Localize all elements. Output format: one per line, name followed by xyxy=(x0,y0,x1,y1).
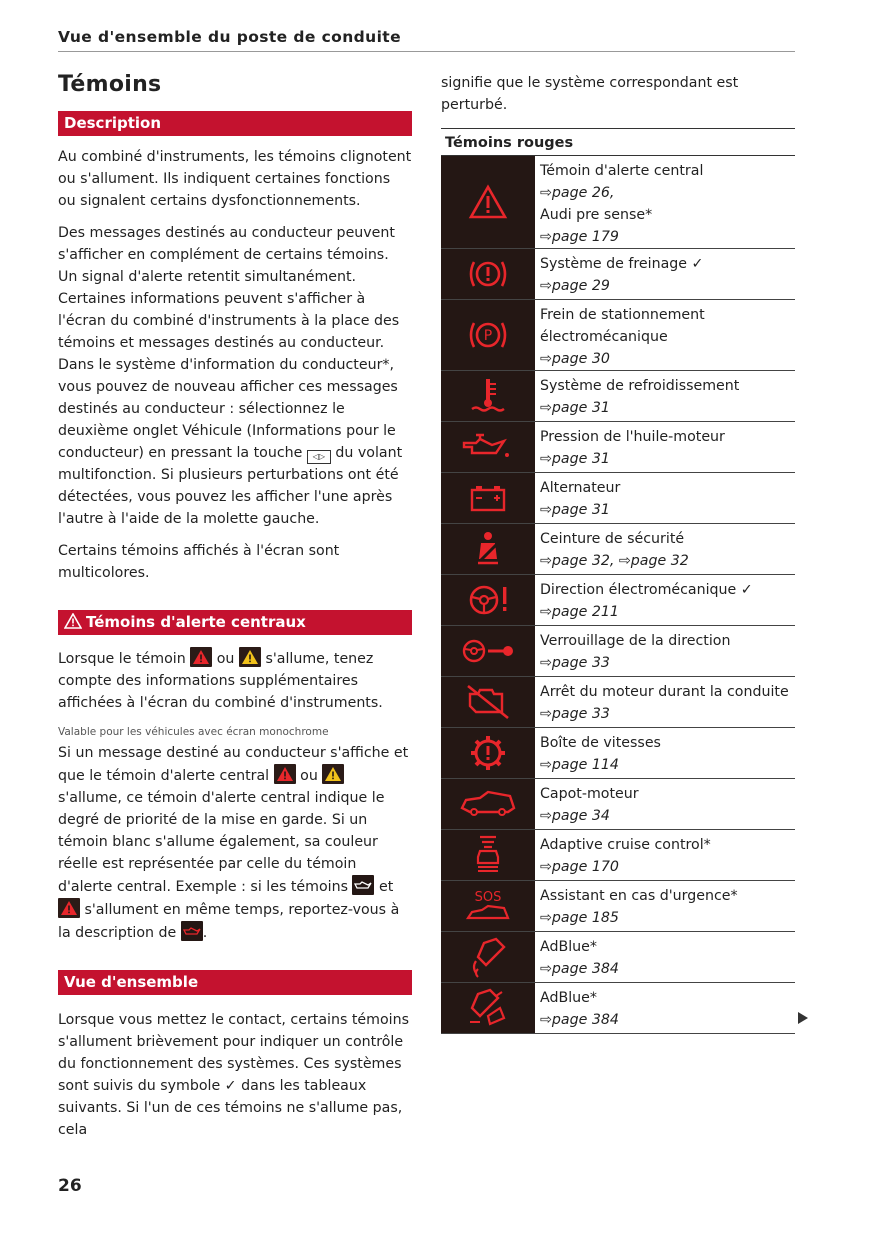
oil-pressure-icon xyxy=(441,422,535,472)
p2-part-a: Des messages destinés au conducteur peuvent s'afficher en complément de certains témoins. Un signal d'alerte retentit simultanément. Certaines informations peuvent s'afficher à l'écran du combiné d'instruments à la place des témoins et messages destinés au conducteur. Dans le système d'information du conducteur*, vous pouvez de nouveau afficher ces messages destinés au conducteur : sélectionnez le deuxième onglet Véhicule (Informations pour le conducteur) en pressant la touche xyxy=(58,225,400,461)
adblue-icon xyxy=(441,932,535,982)
table-row xyxy=(441,728,795,779)
row-line: AdBlue* xyxy=(540,990,597,1006)
row-line[interactable]: ⇨page 185 xyxy=(540,910,619,926)
row-line: Système de freinage ✓ xyxy=(540,256,704,272)
parking-brake-icon xyxy=(441,300,535,370)
paragraph-5 xyxy=(58,742,412,944)
row-line[interactable]: ⇨page 31 xyxy=(540,502,610,518)
row-line[interactable]: ⇨page 26, xyxy=(540,185,615,201)
table-row xyxy=(441,779,795,830)
row-line[interactable]: ⇨page 29 xyxy=(540,278,610,294)
table-row xyxy=(441,677,795,728)
paragraph-1: Au combiné d'instruments, les témoins clignotent ou s'allument. Ils indiquent certaines fonctions ou signalent certains dysfonctionnements. xyxy=(58,149,412,209)
battery-icon xyxy=(441,473,535,523)
right-intro: signifie que le système correspondant est perturbé. xyxy=(441,75,739,113)
table-row xyxy=(441,575,795,626)
table-row xyxy=(441,626,795,677)
row-line[interactable]: ⇨page 30 xyxy=(540,351,610,367)
row-line[interactable]: ⇨page 170 xyxy=(540,859,619,875)
table-row xyxy=(441,881,795,932)
row-text xyxy=(535,575,795,625)
overview-bar: Vue d'ensemble xyxy=(58,970,412,995)
steering-lock-icon xyxy=(441,626,535,676)
row-text xyxy=(535,473,795,523)
paragraph-4 xyxy=(58,647,412,714)
p4-a: Lorsque le témoin xyxy=(58,651,186,667)
applicability-note: Valable pour les véhicules avec écran monochrome xyxy=(58,726,329,738)
alert-bar-label: Témoins d'alerte centraux xyxy=(86,613,306,631)
p5-e: s'allument en même temps, reportez-vous à la description de xyxy=(58,902,400,941)
table-header: Témoins rouges xyxy=(441,128,795,156)
row-line: AdBlue* xyxy=(540,939,597,955)
seatbelt-icon xyxy=(441,524,535,574)
row-text xyxy=(535,371,795,421)
continue-arrow-icon xyxy=(798,1012,808,1024)
row-line: Verrouillage de la direction xyxy=(540,633,731,649)
table-row xyxy=(441,830,795,881)
paragraph-6: Lorsque vous mettez le contact, certains témoins s'allument brièvement pour indiquer un contrôle du fonctionnement des systèmes. Ces systèmes sont suivis du symbole ✓ dans les tableaux suivants. Si l'un de ces témoins ne s'allume pas, cela xyxy=(58,1012,409,1138)
table-row xyxy=(441,983,795,1034)
left-column xyxy=(58,68,412,1141)
p4-c: s'allume, tenez compte des informations supplémentaires affichées à l'écran du combiné d'instruments. xyxy=(58,651,383,711)
paragraph-2 xyxy=(58,222,412,530)
row-line[interactable]: ⇨page 34 xyxy=(540,808,610,824)
row-line: Arrêt du moteur durant la conduite xyxy=(540,684,789,700)
right-column xyxy=(441,72,795,1034)
section-title: Témoins xyxy=(58,72,162,97)
row-line[interactable]: ⇨page 179 xyxy=(540,229,619,245)
row-text xyxy=(535,779,795,829)
arrow-key-icon: ◁▷ xyxy=(307,450,331,464)
row-line: Alternateur xyxy=(540,480,621,496)
row-line: Boîte de vitesses xyxy=(540,735,661,751)
row-line[interactable]: ⇨page 211 xyxy=(540,604,619,620)
row-text xyxy=(535,830,795,880)
row-line: Direction électromécanique ✓ xyxy=(540,582,753,598)
row-line: Système de refroidissement xyxy=(540,378,740,394)
row-text xyxy=(535,156,795,248)
sos-icon xyxy=(441,881,535,931)
row-line: Pression de l'huile-moteur xyxy=(540,429,725,445)
row-text xyxy=(535,881,795,931)
row-text xyxy=(535,677,795,727)
row-text xyxy=(535,300,795,370)
header-title: Vue d'ensemble du poste de conduite xyxy=(58,28,402,46)
row-line: Adaptive cruise control* xyxy=(540,837,711,853)
coolant-temperature-icon xyxy=(441,371,535,421)
p4-b: ou xyxy=(216,651,235,667)
row-text xyxy=(535,249,795,299)
description-bar: Description xyxy=(58,111,412,136)
table-row xyxy=(441,300,795,371)
warning-triangle-icon xyxy=(64,613,82,629)
row-line[interactable]: ⇨page 384 xyxy=(540,961,619,977)
page-header xyxy=(58,28,795,52)
p5-b: ou xyxy=(300,768,318,784)
table-row xyxy=(441,371,795,422)
gearbox-icon xyxy=(441,728,535,778)
row-text xyxy=(535,422,795,472)
svg-text:P: P xyxy=(483,328,493,344)
white-oil-icon xyxy=(352,875,374,895)
table-row xyxy=(441,932,795,983)
table-row xyxy=(441,524,795,575)
page-number: 26 xyxy=(58,1176,82,1196)
row-line[interactable]: ⇨page 33 xyxy=(540,706,610,722)
adblue-refill-icon xyxy=(441,983,535,1033)
yellow-warning-icon xyxy=(322,764,344,784)
table-row xyxy=(441,422,795,473)
p5-f: . xyxy=(202,925,208,941)
p2-part-b: du volant multifonction. Si plusieurs perturbations ont été détectées, vous pouvez les afficher l'une après l'autre à l'aide de la molette gauche. xyxy=(58,445,403,527)
row-line: Capot-moteur xyxy=(540,786,639,802)
row-text xyxy=(535,524,795,574)
table-row xyxy=(441,156,795,249)
p5-a: Si un message destiné au conducteur s'affiche et que le témoin d'alerte central xyxy=(58,745,409,784)
row-text xyxy=(535,983,795,1033)
brake-system-icon xyxy=(441,249,535,299)
table-row xyxy=(441,473,795,524)
row-line: Frein de stationnement électromécanique xyxy=(540,307,705,345)
row-line: Témoin d'alerte central xyxy=(540,163,704,179)
svg-text:SOS: SOS xyxy=(474,890,502,905)
row-line: Ceinture de sécurité xyxy=(540,531,685,547)
hood-icon xyxy=(441,779,535,829)
row-line[interactable]: ⇨page 32, ⇨page 32 xyxy=(540,553,689,569)
row-line[interactable]: ⇨page 31 xyxy=(540,400,610,416)
p5-d: et xyxy=(379,879,394,895)
row-text xyxy=(535,932,795,982)
warning-triangle-icon xyxy=(441,156,535,248)
acc-icon xyxy=(441,830,535,880)
p5-c: s'allume, ce témoin d'alerte central indique le degré de priorité de la mise en garde. Si un témoin blanc s'allume également, sa couleur réelle est représentée par celle du témoin d'alerte central. Exemple : si les témoins xyxy=(58,790,385,895)
paragraph-3: Certains témoins affichés à l'écran sont multicolores. xyxy=(58,543,340,581)
red-oil-icon xyxy=(181,921,203,941)
row-text xyxy=(535,626,795,676)
steering-icon xyxy=(441,575,535,625)
row-line[interactable]: ⇨page 31 xyxy=(540,451,610,467)
row-line: Audi pre sense* xyxy=(540,207,653,223)
table-row xyxy=(441,249,795,300)
row-text xyxy=(535,728,795,778)
yellow-warning-icon xyxy=(239,647,261,667)
row-line: Assistant en cas d'urgence* xyxy=(540,888,738,904)
row-line[interactable]: ⇨page 114 xyxy=(540,757,619,773)
row-line[interactable]: ⇨page 33 xyxy=(540,655,610,671)
red-warning-icon xyxy=(58,898,80,918)
alert-bar xyxy=(58,610,412,635)
red-warning-icon xyxy=(190,647,212,667)
red-warning-icon xyxy=(274,764,296,784)
row-line[interactable]: ⇨page 384 xyxy=(540,1012,619,1028)
warning-table xyxy=(441,156,795,1034)
engine-stop-icon xyxy=(441,677,535,727)
